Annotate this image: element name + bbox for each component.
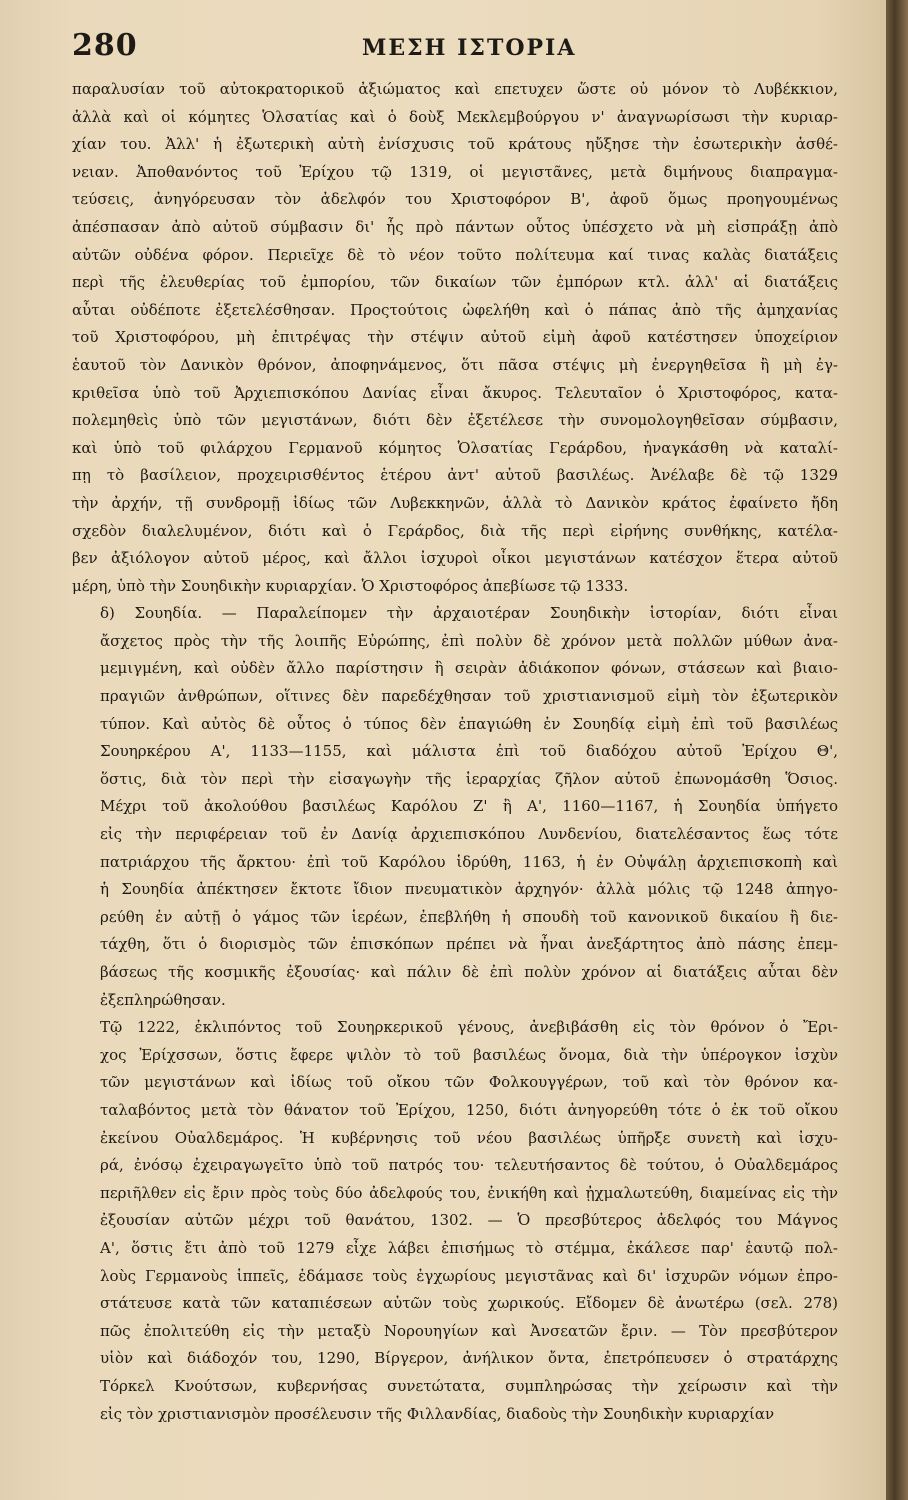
- text-line: χος Ἐρίχσσων, ὅστις ἔφερε ψιλὸν τὸ τοῦ βασιλέως ὄνομα, διὰ τὴν ὑπέρογκον ἰσχὺν: [100, 1045, 838, 1064]
- paragraph: [72, 76, 838, 600]
- text-line: Σουηρκέρου Α', 1133—1155, καὶ μάλιστα ἐπὶ τοῦ διαδόχου αὐτοῦ Ἐρίχου Θ',: [100, 742, 838, 761]
- body-text: [72, 76, 838, 1428]
- text-line: χίαν του. Ἀλλ' ἡ ἐξωτερικὴ αὐτὴ ἐνίσχυσις τοῦ κράτους ηὔξησε τὴν ἐσωτερικὴν ἀσθέ-: [72, 135, 838, 154]
- text-line: υἱὸν καὶ διάδοχόν του, 1290, Βίργερον, ἀνήλικον ὄντα, ἐπετρόπευσεν ὁ στρατάρχης: [100, 1349, 838, 1368]
- text-line: ἡ Σουηδία ἀπέκτησεν ἔκτοτε ἴδιον πνευματικὸν ἀρχηγόν· ἀλλὰ μόλις τῷ 1248 ἀπηγο-: [100, 880, 838, 899]
- text-line: τὴν ἀρχήν, τῇ συνδρομῇ ἰδίως τῶν Λυβεκκηνῶν, ἀλλὰ τὸ Δανικὸν κράτος ἐφαίνετο ἤδη: [72, 493, 838, 512]
- text-line: παραλυσίαν τοῦ αὐτοκρατορικοῦ ἀξιώματος καὶ επετυχεν ὥστε οὐ μόνον τὸ Λυβέκκιον,: [72, 80, 838, 98]
- text-line: αὐτῶν οὐδένα φόρον. Περιεῖχε δὲ τὸ νέον τοῦτο πολίτευμα καί τινας καλὰς διατάξεις: [72, 245, 838, 264]
- text-line: νειαν. Ἀποθανόντος τοῦ Ἐρίχου τῷ 1319, οἱ μεγιστᾶνες, μετὰ διμήνους διαπραγμα-: [72, 162, 838, 181]
- text-line: τάχθη, ὅτι ὁ διορισμὸς τῶν ἐπισκόπων πρέπει νὰ ἦναι ἀνεξάρτητος ἀπὸ πάσης ἐπεμ-: [100, 935, 838, 954]
- text-line: ἐξεπληρώθησαν.: [100, 990, 226, 1009]
- text-line: πολεμηθεὶς ὑπὸ τῶν μεγιστάνων, διότι δὲν ἐξετέλεσε τὴν συνομολογηθεῖσαν σύμβασιν,: [72, 411, 838, 430]
- binding-edge: [886, 0, 908, 1500]
- text-line: περιῆλθεν εἰς ἔριν πρὸς τοὺς δύο ἀδελφούς του, ἐνικήθη καὶ ᾐχμαλωτεύθη, διαμείνας εἰς τὴν: [100, 1183, 838, 1202]
- text-line: πῃ τὸ βασίλειον, προχειρισθέντος ἑτέρου ἀντ' αὐτοῦ βασιλέως. Ἀνέλαβε δὲ τῷ 1329: [72, 466, 838, 485]
- text-line: δ) Σουηδία. — Παραλείπομεν τὴν ἀρχαιοτέραν Σουηδικὴν ἱστορίαν, διότι εἶναι: [100, 604, 838, 623]
- text-line: πραγιῶν ἀνθρώπων, οἵτινες δὲν παρεδέχθησαν τοῦ χριστιανισμοῦ εἰμὴ τὸν ἐξωτερικὸν: [100, 687, 838, 706]
- text-line: Α', ὅστις ἔτι ἀπὸ τοῦ 1279 εἶχε λάβει ἐπισήμως τὸ στέμμα, ἐκάλεσε παρ' ἑαυτῷ πολ-: [100, 1238, 838, 1257]
- text-line: ἑαυτοῦ τὸν Δανικὸν θρόνον, ἀποφηνάμενος, ὅτι πᾶσα στέψις μὴ ἐνεργηθεῖσα ἢ μὴ ἐγ-: [72, 355, 838, 374]
- text-line: Τόρκελ Κνούτσων, κυβερνήσας συνετώτατα, συμπληρώσας τὴν χείρωσιν καὶ τὴν: [100, 1376, 838, 1395]
- text-line: ρεύθη ἐν αὐτῇ ὁ γάμος τῶν ἱερέων, ἐπεβλήθη ἡ σπουδὴ τοῦ κανονικοῦ δικαίου ἢ διε-: [100, 907, 838, 926]
- text-line: καὶ ὑπὸ τοῦ φιλάρχου Γερμανοῦ κόμητος Ὁλσατίας Γεράρδου, ἠναγκάσθη νὰ καταλί-: [72, 438, 838, 457]
- paragraph: [72, 1014, 838, 1428]
- text-line: μεμιγμένη, καὶ οὐδὲν ἄλλο παρίστησιν ἢ σειρὰν ἀδιάκοπον φόνων, στάσεων καὶ βιαιο-: [100, 659, 838, 678]
- text-line: Μέχρι τοῦ ἀκολούθου βασιλέως Καρόλου Ζ' ἢ Α', 1160—1167, ἡ Σουηδία ὑπήγετο: [100, 797, 838, 816]
- text-line: ρά, ἐνόσῳ ἐχειραγωγεῖτο ὑπὸ τοῦ πατρός του· τελευτήσαντος δὲ τούτου, ὁ Οὐαλδεμάρος: [100, 1156, 838, 1175]
- page-header: [72, 28, 838, 68]
- text-line: ἄσχετος πρὸς τὴν τῆς λοιπῆς Εὐρώπης, ἐπὶ πολὺν δὲ χρόνον μετὰ πολλῶν μύθων ἀνα-: [100, 631, 838, 650]
- text-line: πῶς ἐπολιτεύθη εἰς τὴν μεταξὺ Νορουηγίων καὶ Ἀνσεατῶν ἔριν. — Τὸν πρεσβύτερον: [100, 1321, 838, 1340]
- text-line: στάτευσε κατὰ τῶν καταπιέσεων αὐτῶν τοὺς χωρικούς. Εἴδομεν δὲ ἀνωτέρω (σελ. 278): [100, 1294, 838, 1313]
- text-line: Τῷ 1222, ἐκλιπόντος τοῦ Σουηρκερικοῦ γένους, ἀνεβιβάσθη εἰς τὸν θρόνον ὁ Ἔρι-: [100, 1018, 838, 1037]
- text-line: τεύσεις, ἀνηγόρευσαν τὸν ἀδελφόν του Χριστοφόρον Β', ἀφοῦ ὅμως προηγουμένως: [72, 190, 838, 209]
- text-line: ὅστις, διὰ τὸν περὶ τὴν εἰσαγωγὴν τῆς ἱεραρχίας ζῆλον αὐτοῦ ἐπωνομάσθη Ὅσιος.: [100, 769, 838, 788]
- text-line: ἀπέσπασαν ἀπὸ αὐτοῦ σύμβασιν δι' ἧς πρὸ πάντων οὗτος ὑπέσχετο νὰ μὴ εἰσπράξῃ ἀπὸ: [72, 217, 838, 236]
- text-line: σχεδὸν διαλελυμένον, διότι καὶ ὁ Γεράρδος, διὰ τῆς περὶ εἰρήνης συνθήκης, κατέλα-: [72, 521, 838, 540]
- text-line: τοῦ Χριστοφόρου, μὴ ἐπιτρέψας τὴν στέψιν αὐτοῦ εἰμὴ ἀφοῦ κατέστησεν ὑποχείριον: [72, 328, 838, 347]
- text-line: βάσεως τῆς κοσμικῆς ἐξουσίας· καὶ πάλιν δὲ ἐπὶ πολὺν χρόνον αἱ διατάξεις αὗται δὲν: [100, 963, 838, 981]
- text-line: ἐξουσίαν αὐτῶν μέχρι τοῦ θανάτου, 1302. — Ὁ πρεσβύτερος ἀδελφός του Μάγνος: [100, 1211, 838, 1230]
- paragraph: [72, 600, 838, 1014]
- text-line: μέρη, ὑπὸ τὴν Σουηδικὴν κυριαρχίαν. Ὁ Χριστοφόρος ἀπεβίωσε τῷ 1333.: [72, 576, 629, 595]
- text-line: ἀλλὰ καὶ οἱ κόμητες Ὁλσατίας καὶ ὁ δοὺξ Μεκλεμβούργου ν' ἀναγνωρίσωσι τὴν κυριαρ-: [72, 107, 838, 126]
- text-line: εἰς τὴν περιφέρειαν τοῦ ἐν Δανίᾳ ἀρχιεπισκόπου Λυνδενίου, διατελέσαντος ἕως τότε: [100, 825, 838, 844]
- text-line: ταλαβόντος μετὰ τὸν θάνατον τοῦ Ἐρίχου, 1250, διότι ἀνηγορεύθη τότε ὁ ἐκ τοῦ οἴκου: [100, 1100, 838, 1119]
- running-head: ΜΕΣΗ ΙΣΤΟΡΙΑ: [362, 35, 577, 61]
- page-number: 280: [72, 28, 138, 63]
- text-line: τῶν μεγιστάνων καὶ ἰδίως τοῦ οἴκου τῶν Φολκουγγέρων, τοῦ καὶ τὸν θρόνον κα-: [100, 1073, 838, 1092]
- text-line: εἰς τὸν χριστιανισμὸν προσέλευσιν τῆς Φιλλανδίας, διαδοὺς τὴν Σουηδικὴν κυριαρχίαν: [100, 1404, 775, 1423]
- text-line: βεν ἀξιόλογον αὐτοῦ μέρος, καὶ ἄλλοι ἰσχυροὶ οἶκοι μεγιστάνων κατέσχον ἕτερα αὐτοῦ: [72, 549, 838, 568]
- text-line: ἐκείνου Οὐαλδεμάρος. Ἡ κυβέρνησις τοῦ νέου βασιλέως ὑπῆρξε συνετὴ καὶ ἰσχυ-: [100, 1128, 838, 1147]
- text-line: λοὺς Γερμανοὺς ἱππεῖς, ἐδάμασε τοὺς ἐγχωρίους μεγιστᾶνας καὶ δι' ἰσχυρῶν νόμων ἐπρο-: [100, 1266, 838, 1285]
- text-line: περὶ τῆς ἐλευθερίας τοῦ ἐμπορίου, τῶν δικαίων τῶν ἐμπόρων κτλ. ἀλλ' αἱ διατάξεις: [72, 273, 838, 292]
- text-line: τύπον. Καὶ αὐτὸς δὲ οὗτος ὁ τύπος δὲν ἐπαγιώθη ἐν Σουηδίᾳ εἰμὴ ἐπὶ τοῦ βασιλέως: [100, 714, 838, 733]
- text-line: κριθεῖσα ὑπὸ τοῦ Ἀρχιεπισκόπου Δανίας εἶναι ἄκυρος. Τελευταῖον ὁ Χριστοφόρος, κατα-: [72, 383, 838, 402]
- text-line: πατριάρχου τῆς ἄρκτου· ἐπὶ τοῦ Καρόλου ἱδρύθη, 1163, ἡ ἐν Οὐψάλῃ ἀρχιεπισκοπὴ καὶ: [100, 852, 838, 871]
- text-line: αὗται οὐδέποτε ἐξετελέσθησαν. Προςτούτοις ὠφελήθη καὶ ὁ πάπας ἀπὸ τῆς ἀμηχανίας: [72, 300, 838, 319]
